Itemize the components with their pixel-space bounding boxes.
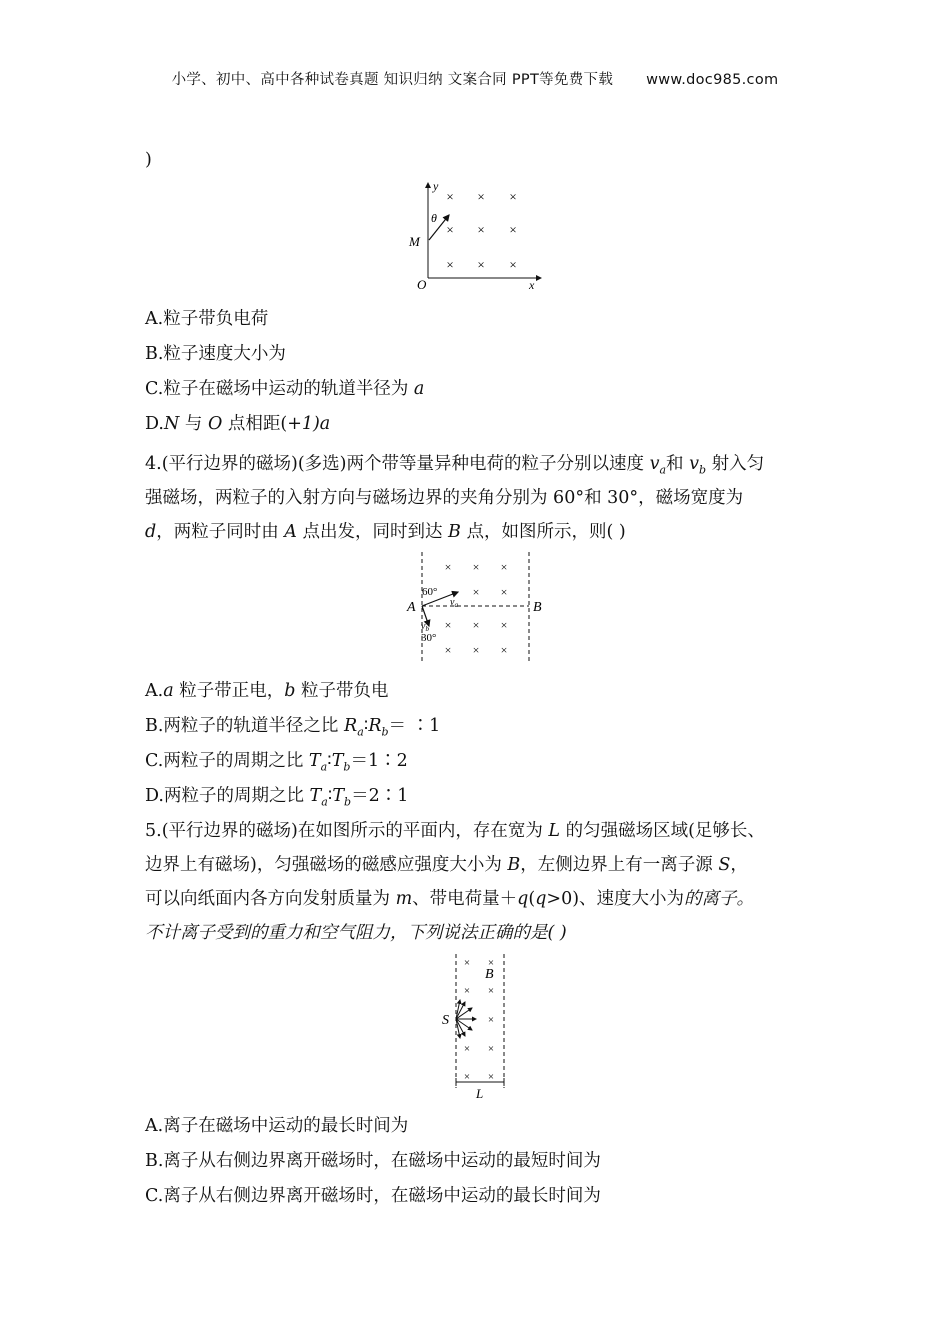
q4-option-c bbox=[145, 747, 408, 774]
q5-option-a: A.离子在磁场中运动的最长时间为 bbox=[145, 1116, 409, 1136]
q3-cross: × bbox=[446, 222, 454, 237]
q3-option-c-var: a bbox=[413, 379, 425, 399]
q5-text: 5.(平行边界的磁场)在如图所示的平面内，存在宽为 bbox=[145, 821, 549, 841]
q5-var: m bbox=[395, 889, 413, 909]
q4-opt-text: 粒子带负电 bbox=[295, 681, 389, 701]
q5-stem-line4: 不计离子受到的重力和空气阻力，下列说法正确的是( ) bbox=[145, 923, 567, 943]
q4-opt-text: A. bbox=[145, 681, 164, 701]
q3-tail: ) bbox=[145, 150, 152, 170]
q5-text: 可以向纸面内各方向发射质量为 bbox=[145, 889, 396, 909]
q5-cross: × bbox=[487, 985, 495, 997]
q4-fig-30: 30° bbox=[421, 632, 437, 644]
q4-opt-text: ＝1∶2 bbox=[350, 751, 408, 771]
q3-cross: × bbox=[446, 257, 454, 272]
q5-figure bbox=[438, 952, 518, 1108]
q3-option-d-expr: +1)a bbox=[287, 414, 331, 434]
q3-cross: × bbox=[477, 222, 485, 237]
q5-text-italic: 的离子。 bbox=[684, 889, 755, 909]
q3-cross: × bbox=[446, 189, 454, 204]
q4-vb: v bbox=[689, 454, 699, 474]
q3-option-d-mid: 与 bbox=[179, 414, 208, 434]
q4-opt-sub: a bbox=[320, 760, 328, 774]
q5-cross: × bbox=[463, 1071, 471, 1083]
q4-text: ，两粒子同时由 bbox=[156, 522, 285, 542]
q5-text: >0)、速度大小为 bbox=[546, 889, 685, 909]
q4-opt-var: b bbox=[284, 681, 296, 701]
q5-text: ， bbox=[730, 855, 748, 875]
q3-option-d-post: 点相距( bbox=[222, 414, 288, 434]
q4-text: 点出发，同时到达 bbox=[296, 522, 449, 542]
q3-cross: × bbox=[509, 189, 517, 204]
q5-var: q bbox=[517, 889, 529, 909]
q5-fig-l: L bbox=[476, 1086, 484, 1101]
q4-option-a bbox=[145, 677, 388, 702]
q3-cross: × bbox=[509, 222, 517, 237]
q4-cross: × bbox=[444, 560, 452, 574]
q3-y-label: y bbox=[433, 180, 439, 193]
q3-cross: × bbox=[477, 189, 485, 204]
q5-text: ，左侧边界上有一离子源 bbox=[520, 855, 719, 875]
q5-cross: × bbox=[463, 957, 471, 969]
q3-figure bbox=[405, 180, 550, 296]
q4-cross: × bbox=[472, 585, 480, 599]
q4-opt-sub: a bbox=[321, 795, 328, 809]
q3-cross: × bbox=[509, 257, 517, 272]
q4-opt-var: T bbox=[332, 786, 345, 806]
q4-text: 和 bbox=[666, 454, 690, 474]
q5-var: S bbox=[718, 855, 731, 875]
q5-text: 的匀强磁场区域(足够长、 bbox=[560, 821, 765, 841]
q4-opt-text: B.两粒子的轨道半径之比 bbox=[145, 716, 344, 736]
q4-stem-line1 bbox=[145, 450, 764, 477]
q3-m-label: M bbox=[409, 234, 420, 249]
q4-opt-text: 粒子带正电， bbox=[173, 681, 285, 701]
q5-cross: × bbox=[487, 1014, 495, 1026]
q4-va-sub: a bbox=[659, 463, 667, 477]
q5-stem-line1 bbox=[145, 817, 765, 842]
q4-cross: × bbox=[500, 618, 508, 632]
q4-opt-sub: b bbox=[343, 760, 351, 774]
q5-fig-b: B bbox=[485, 967, 494, 982]
q3-option-a: A.粒子带负电荷 bbox=[145, 309, 269, 329]
q4-fig-va: $v_a$ bbox=[450, 597, 458, 609]
q4-fig-vb: $v_b$ bbox=[421, 621, 429, 633]
q3-option-d bbox=[145, 410, 330, 435]
q3-o-label: O bbox=[417, 277, 427, 292]
q5-cross: × bbox=[487, 1071, 495, 1083]
q4-text: 射入匀 bbox=[706, 454, 765, 474]
q4-opt-sub: b bbox=[344, 795, 352, 809]
q4-figure bbox=[400, 550, 550, 670]
q4-cross: × bbox=[472, 618, 480, 632]
q4-opt-text: ∶ bbox=[327, 786, 333, 806]
q4-opt-text: C.两粒子的周期之比 bbox=[145, 751, 309, 771]
q5-cross: × bbox=[487, 957, 495, 969]
q4-stem-line3 bbox=[145, 518, 626, 543]
q5-option-b: B.离子从右侧边界离开磁场时，在磁场中运动的最短时间为 bbox=[145, 1151, 601, 1171]
q3-option-d-prefix: D. bbox=[145, 414, 164, 434]
q5-text: ( bbox=[528, 889, 536, 909]
q3-option-c bbox=[145, 375, 424, 400]
q5-stem-line2 bbox=[145, 851, 748, 876]
q4-d: d bbox=[145, 522, 157, 542]
q5-stem-line3 bbox=[145, 885, 754, 910]
q4-cross: × bbox=[500, 560, 508, 574]
q4-opt-var: T bbox=[331, 751, 344, 771]
q4-cross: × bbox=[472, 643, 480, 657]
q4-option-d bbox=[145, 782, 408, 809]
q5-cross: × bbox=[463, 985, 471, 997]
q3-option-b: B.粒子速度大小为 bbox=[145, 344, 286, 364]
q4-text: 4.(平行边界的磁场)(多选)两个带等量异种电荷的粒子分别以速度 bbox=[145, 454, 650, 474]
q3-option-c-text: C.粒子在磁场中运动的轨道半径为 bbox=[145, 379, 414, 399]
q4-opt-sub: b bbox=[381, 725, 389, 739]
q4-cross: × bbox=[500, 643, 508, 657]
q5-cross: × bbox=[487, 1043, 495, 1055]
q4-vb-sub: b bbox=[699, 463, 707, 477]
q4-fig-60: 60° bbox=[422, 586, 438, 598]
q4-opt-var: R bbox=[368, 716, 382, 736]
q5-text: 边界上有磁场)，匀强磁场的磁感应强度大小为 bbox=[145, 855, 508, 875]
header-text: 小学、初中、高中各种试卷真题 知识归纳 文案合同 PPT等免费下载 bbox=[171, 72, 614, 88]
q5-fig-s: S bbox=[442, 1013, 449, 1028]
q4-cross: × bbox=[444, 643, 452, 657]
q4-opt-text: ＝2∶1 bbox=[351, 786, 409, 806]
q3-theta-label: θ bbox=[431, 211, 437, 225]
q3-x-label: x bbox=[529, 278, 535, 292]
q4-text: 点，如图所示，则( ) bbox=[460, 522, 626, 542]
page-header bbox=[0, 68, 950, 89]
q4-opt-var: a bbox=[163, 681, 174, 701]
q4-stem-line2: 强磁场，两粒子的入射方向与磁场边界的夹角分别为 60°和 30°，磁场宽度为 bbox=[145, 488, 744, 508]
q4-opt-sub: a bbox=[357, 725, 364, 739]
q4-opt-text: D.两粒子的周期之比 bbox=[145, 786, 310, 806]
q4-fig-a: A bbox=[407, 600, 416, 615]
q4-opt-text: ∶ bbox=[363, 716, 369, 736]
q4-point-a: A bbox=[284, 522, 297, 542]
q4-option-b bbox=[145, 712, 440, 739]
q4-opt-var: T bbox=[309, 786, 322, 806]
q5-var: q bbox=[535, 889, 547, 909]
header-url: www.doc985.com bbox=[646, 72, 779, 88]
q3-cross: × bbox=[477, 257, 485, 272]
q3-option-d-o: O bbox=[207, 414, 223, 434]
q4-opt-text: ∶ bbox=[327, 751, 332, 771]
q5-text: 、带电荷量＋ bbox=[412, 889, 518, 909]
q5-option-c: C.离子从右侧边界离开磁场时，在磁场中运动的最长时间为 bbox=[145, 1186, 601, 1206]
q4-opt-text: ＝ ∶1 bbox=[388, 716, 441, 736]
q4-cross: × bbox=[500, 585, 508, 599]
q4-opt-var: R bbox=[344, 716, 358, 736]
q4-va: v bbox=[649, 454, 660, 474]
q5-var: L bbox=[548, 821, 561, 841]
q4-opt-var: T bbox=[308, 751, 321, 771]
q5-var: B bbox=[507, 855, 521, 875]
q4-cross: × bbox=[444, 618, 452, 632]
q3-option-d-n: N bbox=[163, 414, 180, 434]
q4-cross: × bbox=[472, 560, 480, 574]
q4-fig-b: B bbox=[533, 600, 542, 615]
q5-cross: × bbox=[463, 1043, 471, 1055]
q4-point-b: B bbox=[448, 522, 461, 542]
